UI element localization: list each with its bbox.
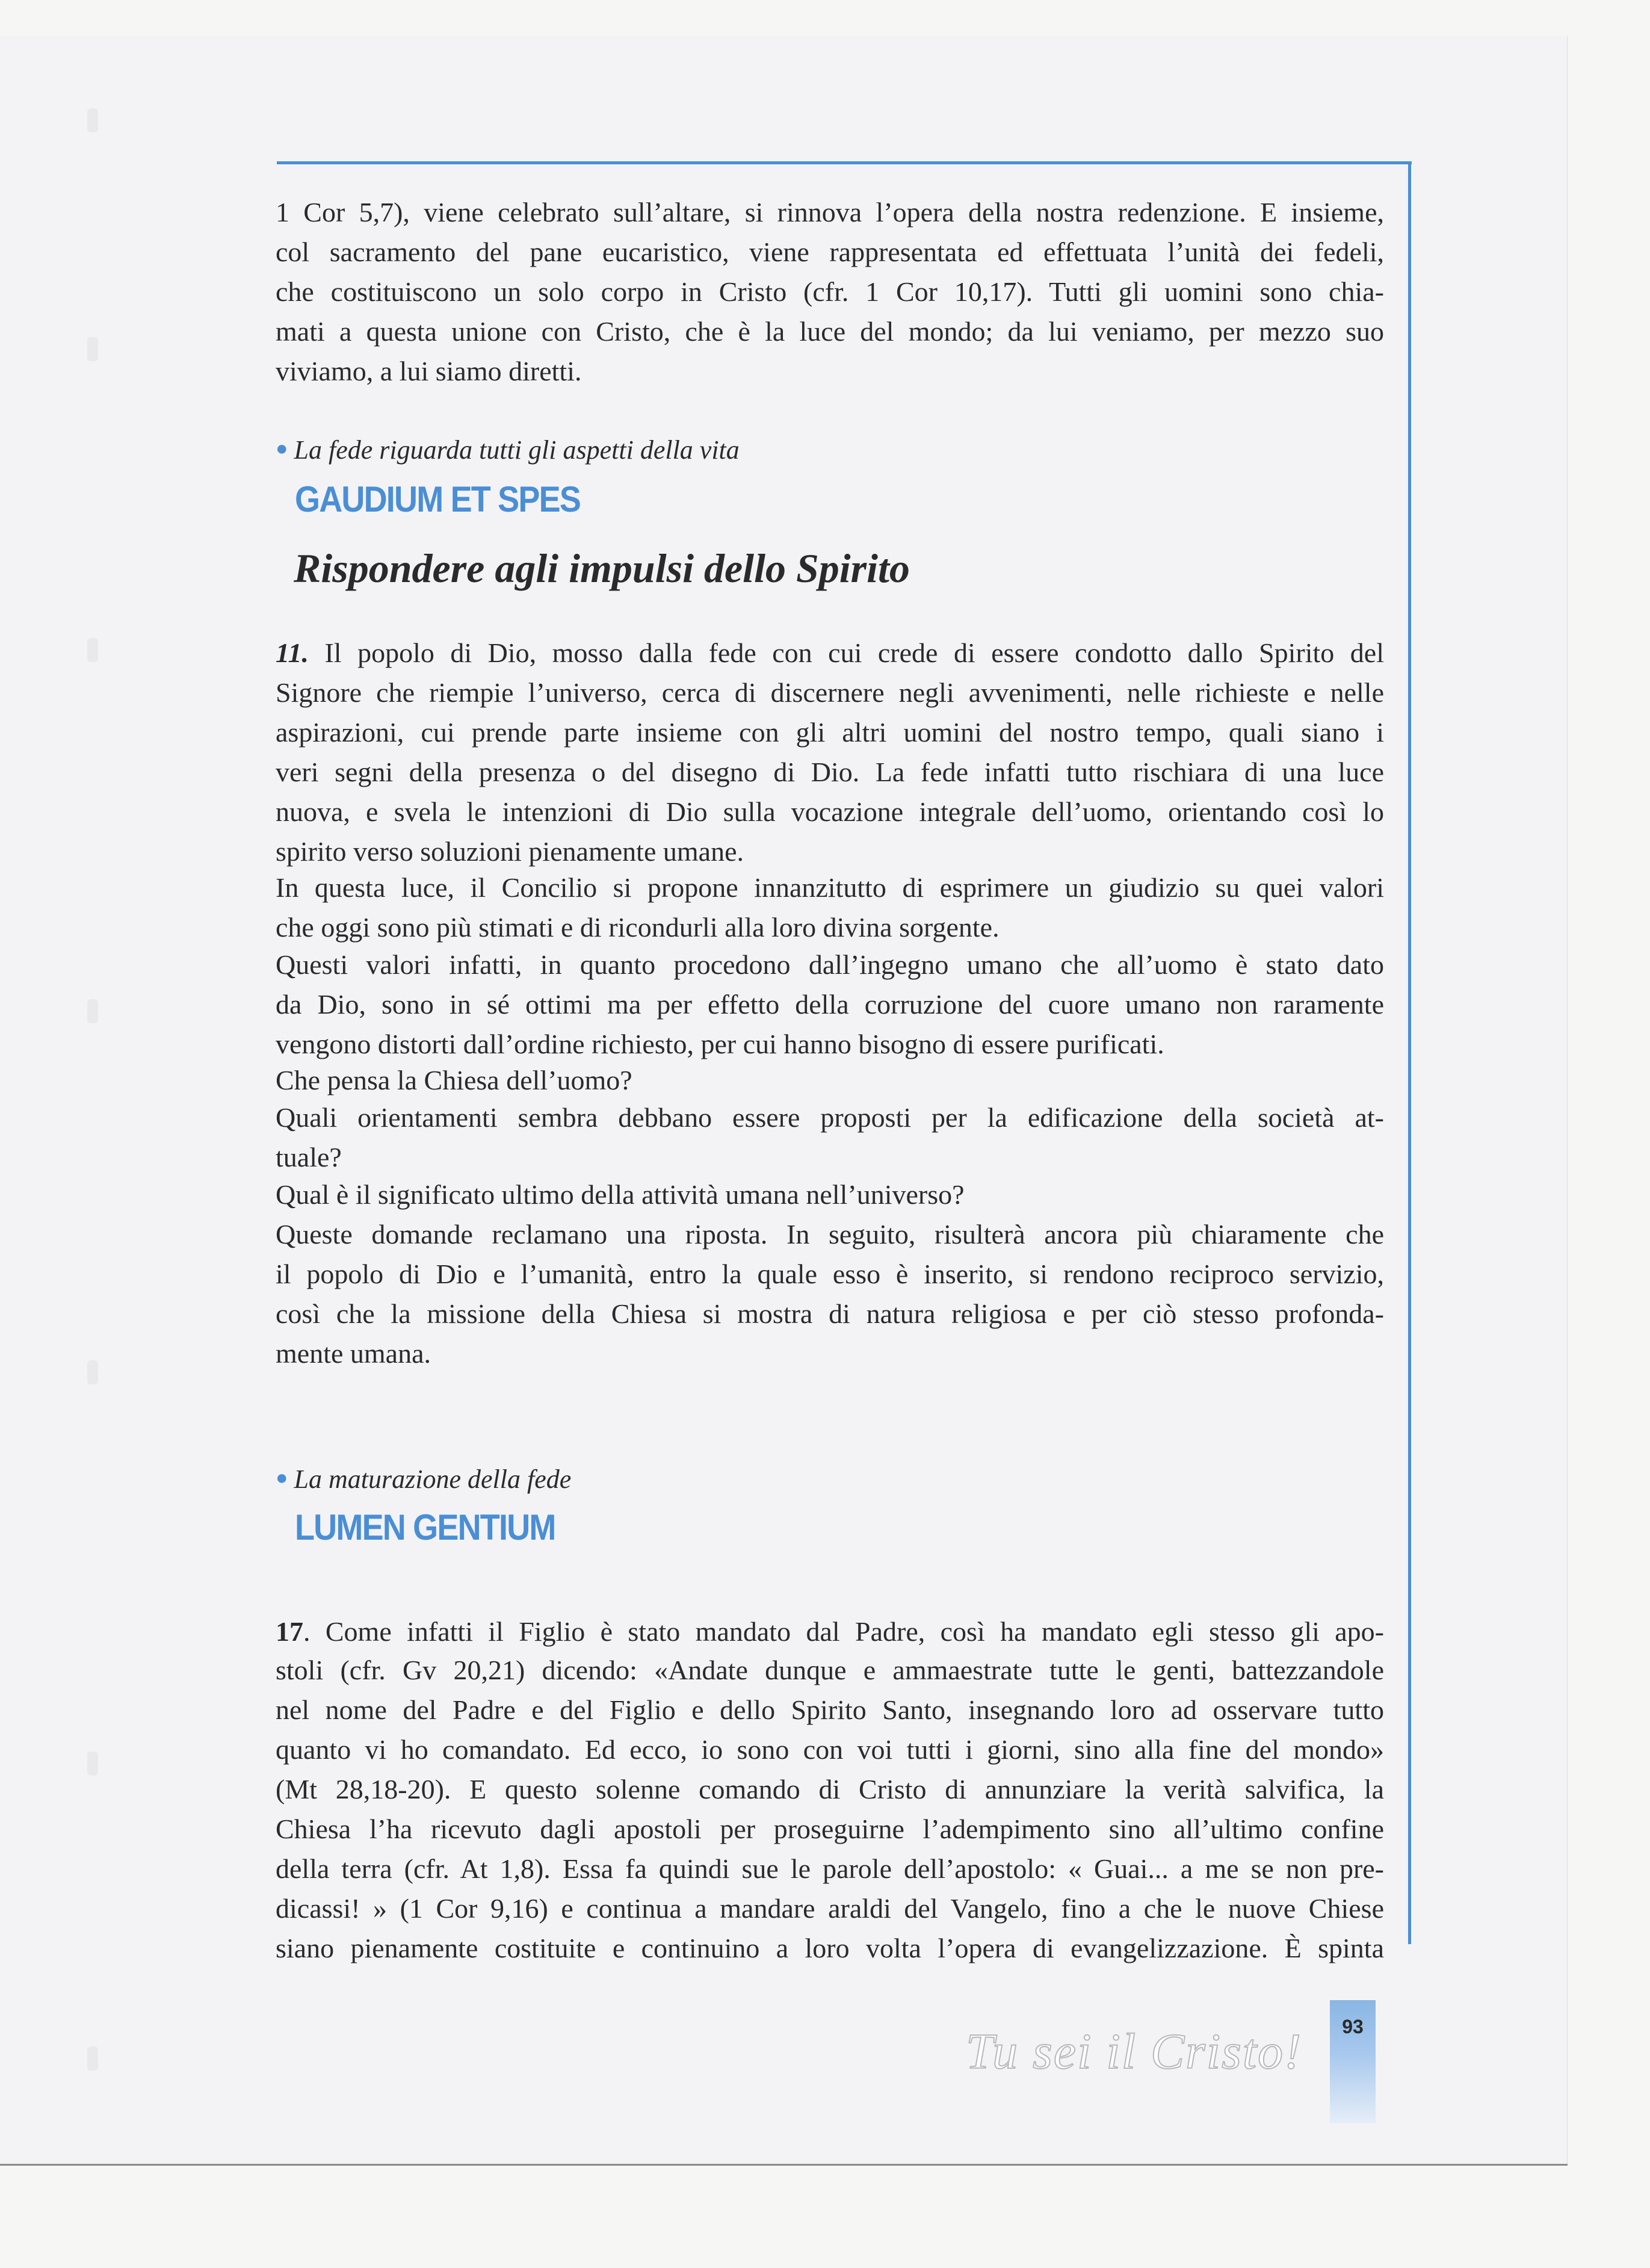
text-span: . Come infatti il Figlio è stato mandato dal Padre, così ha mandato egli stesso gli apo-	[303, 1616, 1384, 1647]
text-line: della terra (cfr. At 1,8). Essa fa quindi sue le parole dell’apostolo: « Guai... a me se non pre-	[276, 1853, 1384, 1884]
text-line: aspirazioni, cui prende parte insieme con gli altri uomini del nostro tempo, quali siano i	[276, 717, 1384, 748]
document-title: GAUDIUM ET SPES	[295, 479, 581, 519]
text-line: Queste domande reclamano una riposta. In seguito, risulterà ancora più chiaramente che	[276, 1219, 1384, 1250]
text-line: nuova, e svela le intenzioni di Dio sulla vocazione integrale dell’uomo, orientando così lo	[276, 796, 1384, 827]
text-line	[276, 639, 1384, 667]
text-line: che costituiscono un solo corpo in Cristo (cfr. 1 Cor 10,17). Tutti gli uomini sono chia-	[276, 276, 1384, 307]
page-sheet	[0, 36, 1568, 2166]
page-number-tab	[1330, 2000, 1376, 2124]
binding-hole-mark	[87, 108, 98, 132]
binding-hole-mark	[87, 2046, 98, 2071]
subtitle-text: La fede riguarda tutti gli aspetti della vita	[294, 435, 740, 465]
text-line: Questi valori infatti, in quanto procedono dall’ingegno umano che all’uomo è stato dato	[276, 949, 1384, 980]
text-line: 1 Cor 5,7), viene celebrato sull’altare, si rinnova l’opera della nostra redenzione. E insieme,	[276, 197, 1384, 228]
bullet-icon: ●	[276, 1467, 288, 1489]
text-line: nel nome del Padre e del Figlio e dello Spirito Santo, insegnando loro ad osservare tutto	[276, 1694, 1384, 1725]
text-line: da Dio, sono in sé ottimi ma per effetto della corruzione del cuore umano non raramente	[276, 989, 1384, 1020]
text-line: spirito verso soluzioni pienamente umane.	[276, 836, 744, 867]
text-line: siano pienamente costituite e continuino a loro volta l’opera di evangelizzazione. È spinta	[276, 1933, 1384, 1963]
text-line: col sacramento del pane eucaristico, viene rappresentata ed effettuata l’unità dei fedeli,	[276, 237, 1384, 267]
binding-hole-mark	[87, 1360, 98, 1384]
text-line: Qual è il significato ultimo della attività umana nell’universo?	[276, 1179, 965, 1210]
text-line	[276, 1618, 1384, 1646]
binding-hole-mark	[87, 638, 98, 662]
document-title: LUMEN GENTIUM	[295, 1507, 555, 1548]
binding-hole-mark	[87, 337, 98, 361]
text-line: Chiesa l’ha ricevuto dagli apostoli per proseguirne l’adempimento sino all’ultimo confine	[276, 1814, 1384, 1844]
text-line: stoli (cfr. Gv 20,21) dicendo: «Andate dunque e ammaestrate tutte le genti, battezzandole	[276, 1655, 1384, 1685]
text-line: mente umana.	[276, 1338, 431, 1369]
bullet-icon: ●	[276, 438, 288, 460]
text-line: (Mt 28,18-20). E questo solenne comando di Cristo di annunziare la verità salvifica, la	[276, 1774, 1384, 1805]
text-line: vengono distorti dall’ordine richiesto, per cui hanno bisogno di essere purificati.	[276, 1029, 1164, 1059]
text-line: Signore che riempie l’universo, cerca di discernere negli avvenimenti, nelle richieste e nelle	[276, 677, 1384, 708]
binding-hole-mark	[87, 1752, 98, 1776]
text-line: quanto vi ho comandato. Ed ecco, io sono con voi tutti i giorni, sino alla fine del mondo»	[276, 1734, 1384, 1765]
text-line: mati a questa unione con Cristo, che è la luce del mondo; da lui veniamo, per mezzo suo	[276, 316, 1384, 347]
text-line: tuale?	[276, 1142, 342, 1173]
subtitle-text: La maturazione della fede	[294, 1464, 572, 1494]
text-span: Il popolo di Dio, mosso dalla fede con cui crede di essere condotto dallo Spirito del	[308, 637, 1384, 668]
binding-hole-mark	[87, 999, 98, 1023]
text-line: veri segni della presenza o del disegno di Dio. La fede infatti tutto rischiara di una luce	[276, 757, 1384, 787]
text-line: viviamo, a lui siamo diretti.	[276, 356, 582, 386]
text-line: In questa luce, il Concilio si propone innanzitutto di esprimere un giudizio su quei valori	[276, 872, 1384, 903]
frame-top-rule	[277, 161, 1412, 164]
section-subtitle	[276, 437, 740, 463]
page-number: 93	[1342, 2016, 1364, 2037]
text-line: che oggi sono più stimati e di ricondurli alla loro divina sorgente.	[276, 912, 1000, 943]
section-heading: Rispondere agli impulsi dello Spirito	[294, 545, 910, 591]
text-line: il popolo di Dio e l’umanità, entro la quale esso è inserito, si rendono reciproco servizio,	[276, 1259, 1384, 1289]
paragraph-number: 11.	[276, 637, 309, 668]
text-line: Quali orientamenti sembra debbano essere proposti per la edificazione della società at-	[276, 1102, 1384, 1133]
paragraph-number: 17	[276, 1616, 303, 1647]
text-line: dicassi! » (1 Cor 9,16) e continua a mandare araldi del Vangelo, fino a che le nuove Chiese	[276, 1893, 1384, 1924]
section-subtitle	[276, 1466, 571, 1493]
text-line: così che la missione della Chiesa si mostra di natura religiosa e per ciò stesso profonda-	[276, 1298, 1384, 1329]
text-line: Che pensa la Chiesa dell’uomo?	[276, 1065, 632, 1095]
frame-right-rule	[1408, 161, 1411, 1944]
running-title: Tu sei il Cristo!	[966, 2024, 1303, 2080]
